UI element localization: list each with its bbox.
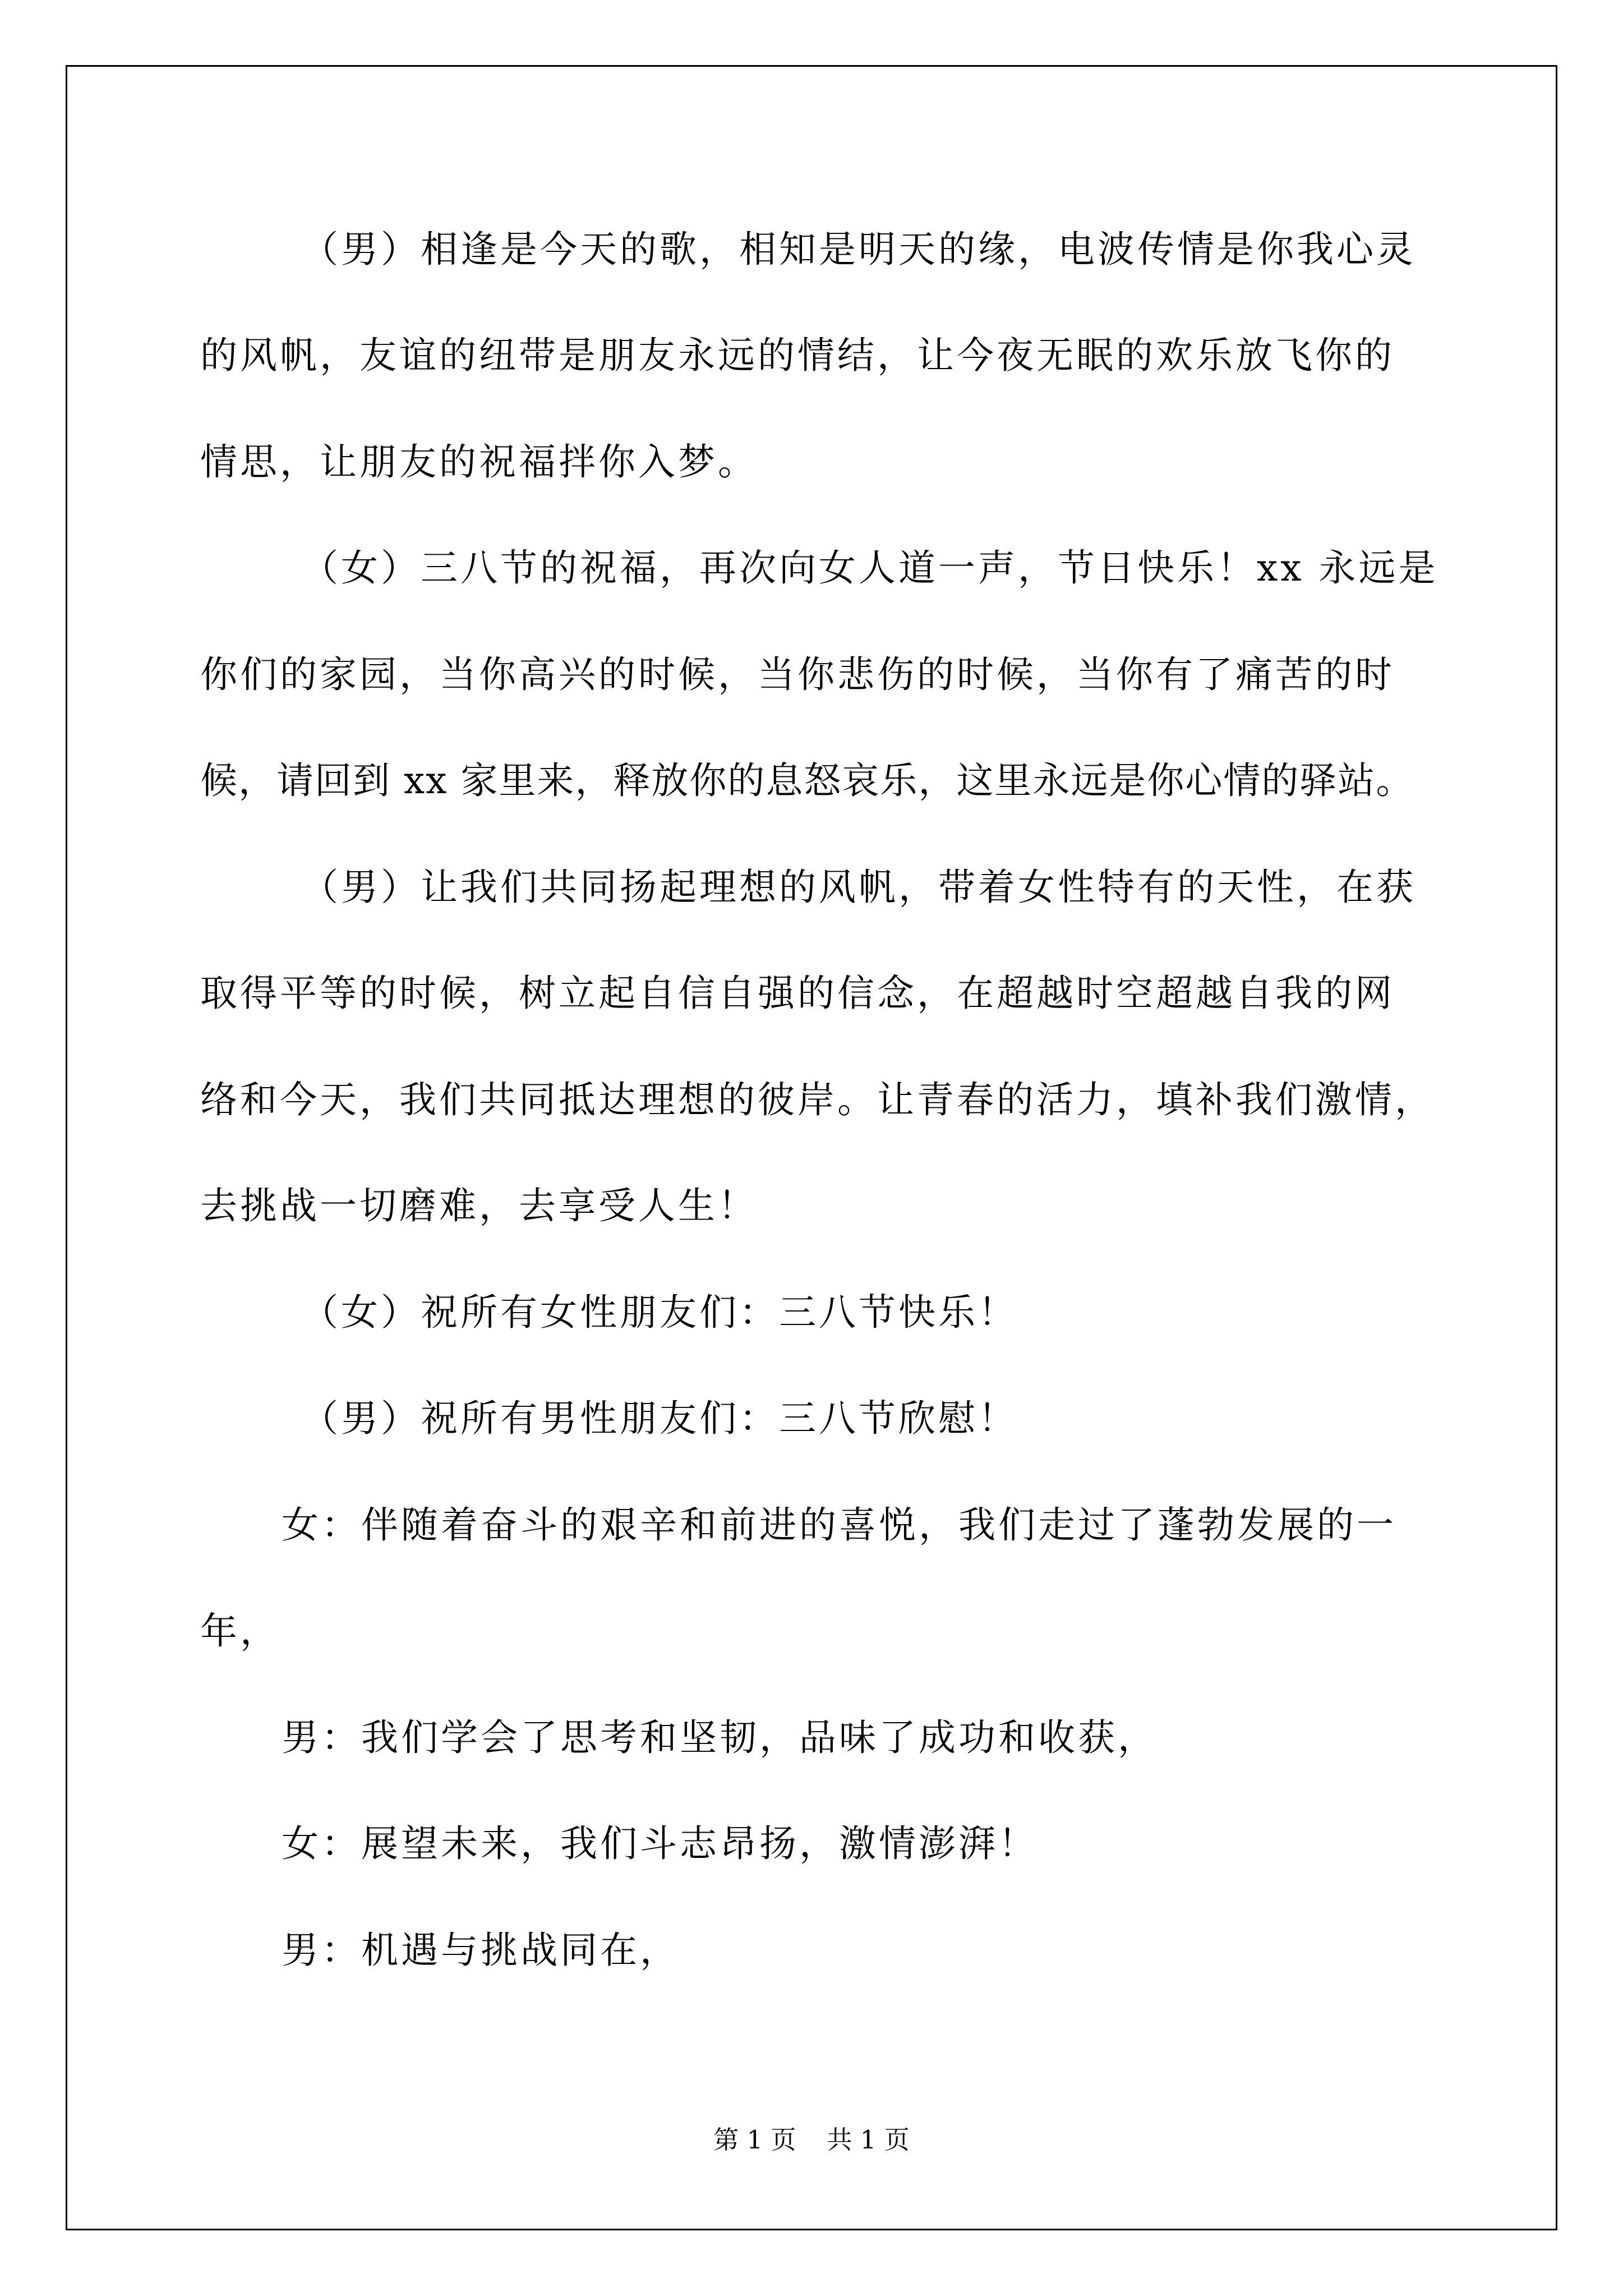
text-line-14: 年， <box>200 1609 280 1653</box>
text-line-2: 的风帆，友谊的纽带是朋友永远的情结，让今夜无眠的欢乐放飞你的 <box>200 334 1395 377</box>
text-line-16: 女：展望未来，我们斗志昂扬，激情澎湃！ <box>282 1822 1038 1865</box>
text-line-15: 男：我们学会了思考和坚韧，品味了成功和收获， <box>282 1716 1158 1759</box>
text-line-1: （男）相逢是今天的歌，相知是明天的缘，电波传情是你我心灵 <box>301 228 1416 271</box>
text-line-12: （男）祝所有男性朋友们：三八节欣慰！ <box>301 1397 1018 1440</box>
page-border <box>66 65 1557 2230</box>
text-line-11: （女）祝所有女性朋友们：三八节快乐！ <box>301 1291 1018 1334</box>
text-line-4: （女）三八节的祝福，再次向女人道一声，节日快乐！xx 永远是 <box>301 546 1438 590</box>
page-number-current: 第 1 页 <box>713 2125 796 2155</box>
text-line-7: （男）让我们共同扬起理想的风帆，带着女性特有的天性，在获 <box>301 866 1416 909</box>
text-line-17: 男：机遇与挑战同在， <box>282 1929 680 1972</box>
text-line-3: 情思，让朋友的祝福拌你入梦。 <box>200 440 758 484</box>
text-line-9: 络和今天，我们共同抵达理想的彼岸。让青春的活力，填补我们激情， <box>200 1078 1435 1121</box>
text-line-10: 去挑战一切磨难，去享受人生！ <box>200 1184 758 1227</box>
text-line-5: 你们的家园，当你高兴的时候，当你悲伤的时候，当你有了痛苦的时 <box>200 653 1395 696</box>
page-number-total: 共 1 页 <box>827 2125 910 2155</box>
text-line-13: 女：伴随着奋斗的艰辛和前进的喜悦，我们走过了蓬勃发展的一 <box>282 1503 1396 1547</box>
text-line-6: 候，请回到 xx 家里来，释放你的息怒哀乐，这里永远是你心情的驿站。 <box>200 759 1414 802</box>
text-line-8: 取得平等的时候，树立起自信自强的信念，在超越时空超越自我的网 <box>200 972 1395 1015</box>
page-footer <box>0 2125 1623 2155</box>
